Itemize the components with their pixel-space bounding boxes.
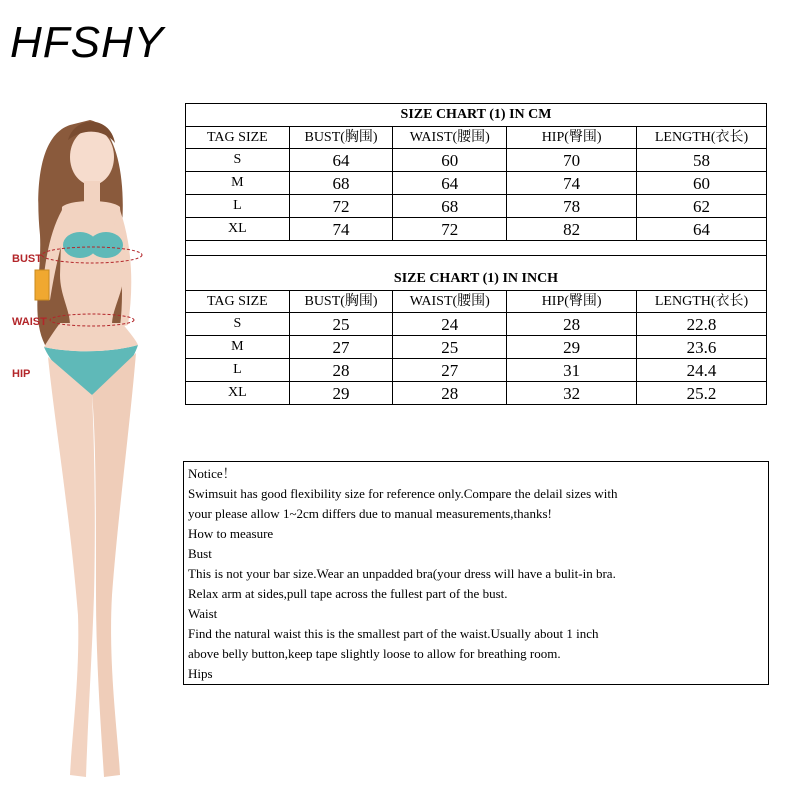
table-row (186, 382, 767, 405)
header-bust: BUST(胸围) (289, 291, 393, 313)
table-cell: 70 (507, 149, 637, 172)
notice-line: Waist (188, 606, 218, 621)
table-cell: 72 (289, 195, 393, 218)
size-chart-cm-title: SIZE CHART (1) IN CM (186, 104, 767, 127)
table-row (186, 149, 767, 172)
table-cell: 68 (393, 195, 507, 218)
notice-line: Find the natural waist this is the smallest part of the waist.Usually about 1 inch (188, 626, 599, 641)
table-cell: 64 (289, 149, 393, 172)
table-cell: 22.8 (637, 313, 767, 336)
table-cell: 72 (393, 218, 507, 241)
table-cell: 29 (289, 382, 393, 405)
table-cell: 60 (637, 172, 767, 195)
table-cell: 64 (637, 218, 767, 241)
header-tag-size: TAG SIZE (186, 291, 290, 313)
size-cell: S (186, 313, 290, 336)
header-waist: WAIST(腰围) (393, 127, 507, 149)
table-cell: 74 (507, 172, 637, 195)
table-cell: 58 (637, 149, 767, 172)
header-bust: BUST(胸围) (289, 127, 393, 149)
table-cell: 27 (289, 336, 393, 359)
table-cell: 29 (507, 336, 637, 359)
table-cell: 23.6 (637, 336, 767, 359)
size-cell: M (186, 172, 290, 195)
bust-label: BUST (12, 253, 42, 265)
size-cell: XL (186, 218, 290, 241)
model-illustration (0, 95, 185, 795)
table-cell: 64 (393, 172, 507, 195)
table-cell: 62 (637, 195, 767, 218)
table-row (186, 336, 767, 359)
header-length: LENGTH(衣长) (637, 127, 767, 149)
size-cell: L (186, 359, 290, 382)
notice-line: Relax arm at sides,pull tape across the fullest part of the bust. (188, 586, 508, 601)
table-cell: 68 (289, 172, 393, 195)
table-cell: 31 (507, 359, 637, 382)
header-hip: HIP(臀围) (507, 291, 637, 313)
table-row (186, 195, 767, 218)
table-row (186, 172, 767, 195)
size-cell: S (186, 149, 290, 172)
notice-line: Hips (188, 666, 213, 681)
table-cell: 82 (507, 218, 637, 241)
table-cell: 27 (393, 359, 507, 382)
notice-line: How to measure (188, 526, 274, 541)
size-cell: XL (186, 382, 290, 405)
size-cell: M (186, 336, 290, 359)
table-cell: 28 (393, 382, 507, 405)
waist-label: WAIST (12, 316, 47, 328)
table-cell: 28 (507, 313, 637, 336)
notice-line: Notice！ (188, 466, 236, 481)
brand-logo: HFSHY (10, 18, 165, 67)
size-chart-inch-title: SIZE CHART (1) IN INCH (186, 256, 767, 291)
header-hip: HIP(臀围) (507, 127, 637, 149)
table-cell: 25 (289, 313, 393, 336)
notice-line: Swimsuit has good flexibility size for reference only.Compare the delail sizes with (188, 486, 618, 501)
table-row (186, 359, 767, 382)
table-row (186, 313, 767, 336)
header-waist: WAIST(腰围) (393, 291, 507, 313)
notice-line: This is not your bar size.Wear an unpadded bra(your dress will have a bulit-in bra. (188, 566, 616, 581)
table-row (186, 218, 767, 241)
notice-box (183, 461, 769, 685)
table-cell: 25.2 (637, 382, 767, 405)
size-cell: L (186, 195, 290, 218)
table-cell: 24.4 (637, 359, 767, 382)
table-cell: 32 (507, 382, 637, 405)
notice-line: above belly button,keep tape slightly loose to allow for breathing room. (188, 646, 561, 661)
table-cell: 60 (393, 149, 507, 172)
header-length: LENGTH(衣长) (637, 291, 767, 313)
table-cell: 25 (393, 336, 507, 359)
notice-line: your please allow 1~2cm differs due to manual measurements,thanks! (188, 506, 552, 521)
table-cell: 24 (393, 313, 507, 336)
notice-line: Bust (188, 546, 212, 561)
hip-label: HIP (12, 368, 31, 380)
table-cell: 78 (507, 195, 637, 218)
table-cell: 28 (289, 359, 393, 382)
size-chart-cm (185, 103, 767, 405)
header-tag-size: TAG SIZE (186, 127, 290, 149)
table-cell: 74 (289, 218, 393, 241)
